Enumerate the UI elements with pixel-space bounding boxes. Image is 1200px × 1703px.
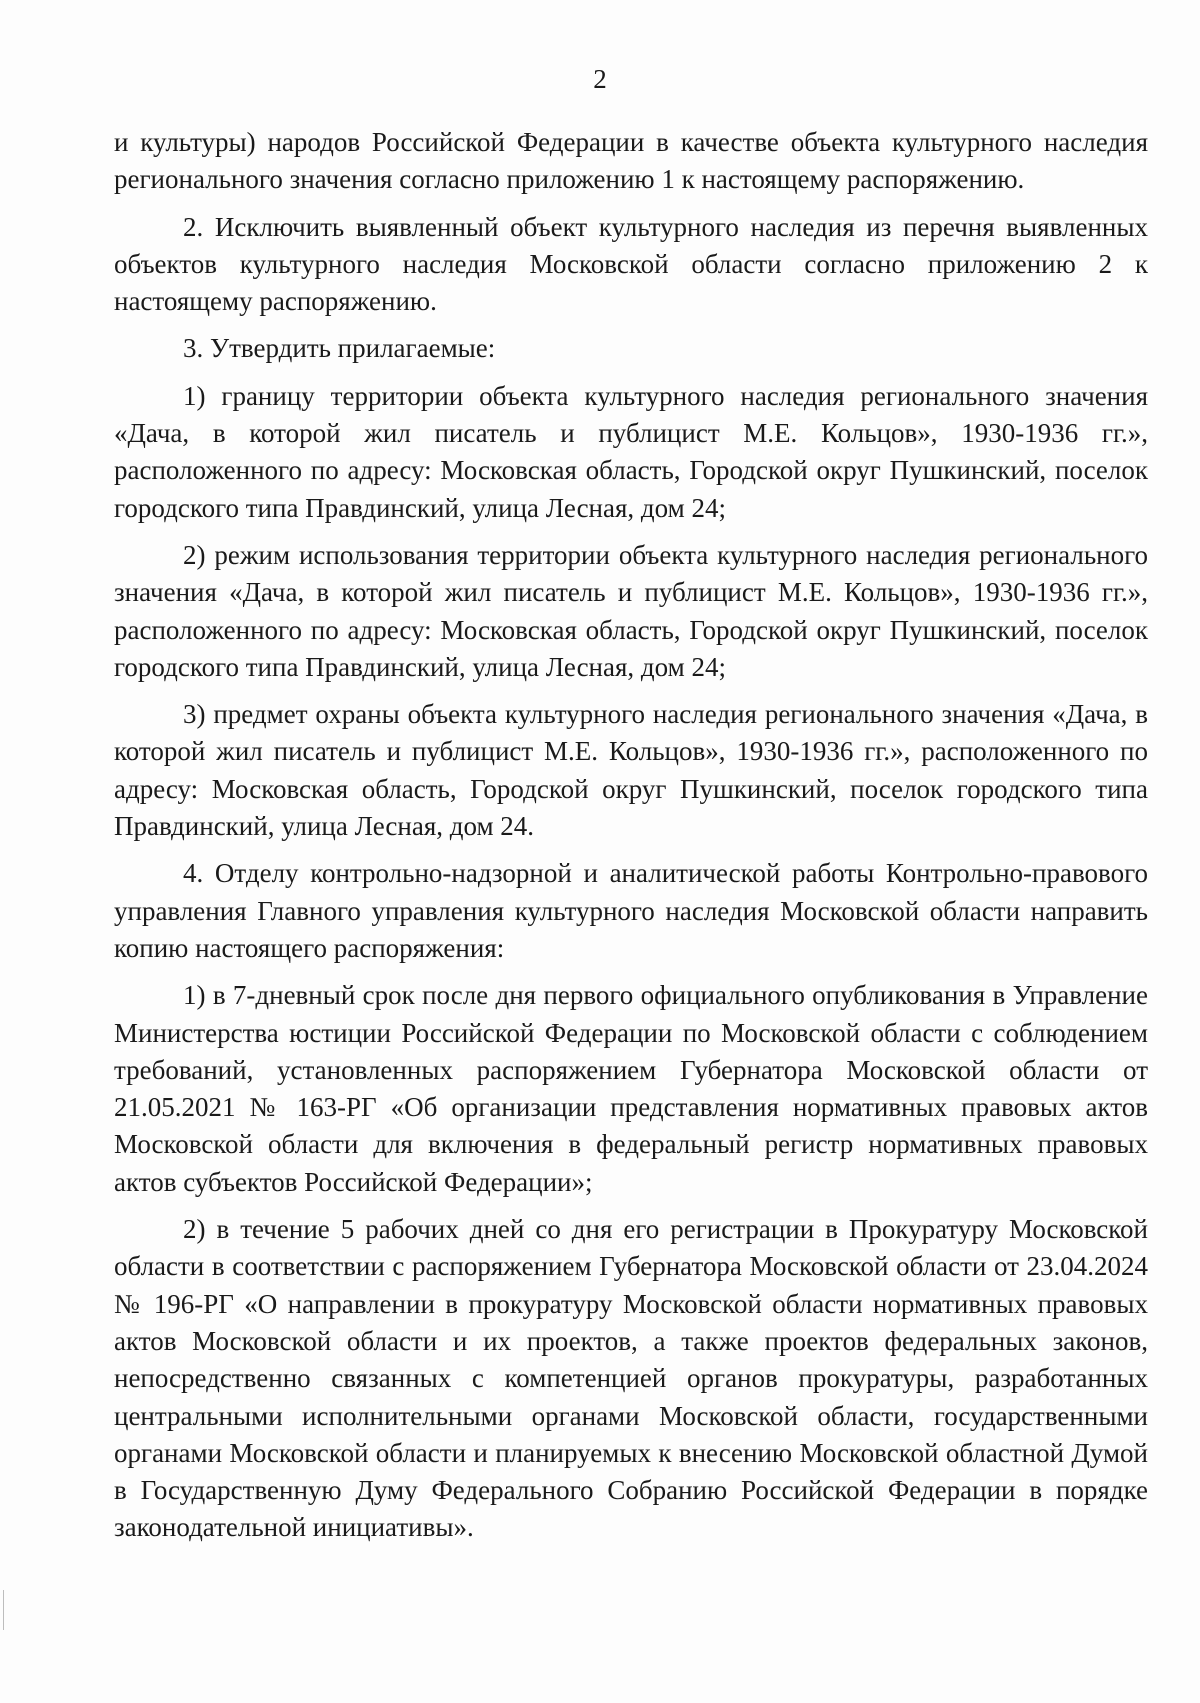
paragraph-item-3-3: 3) предмет охраны объекта культурного наследия регионального значения «Дача, в которой жил писатель и публицист М.Е. Кольцов», 1930-1936 гг.», расположенного по адресу: Московская область, Городской округ Пушкинский, поселок городского типа Правдинский, улица Лесная, дом 24. — [114, 699, 1148, 842]
scan-edge-mark — [3, 1590, 4, 1630]
paragraph-item-2: 2. Исключить выявленный объект культурного наследия из перечня выявленных объектов культурного наследия Московской области согласно приложению 2 к настоящему распоряжению. — [114, 211, 1148, 317]
paragraph-item-3-1: 1) границу территории объекта культурного наследия регионального значения «Дача, в которой жил писатель и публицист М.Е. Кольцов», 1930-1936 гг.», расположенного по адресу: Московская область, Городской округ Пушкинский, поселок городского типа Правдинский, улица Лесная, дом 24; — [114, 380, 1148, 523]
paragraph-item-3: 3. Утвердить прилагаемые: — [183, 333, 496, 364]
paragraph-continuation: и культуры) народов Российской Федерации в качестве объекта культурного наследия регионального значения согласно приложению 1 к настоящему распоряжению. — [114, 127, 1148, 195]
paragraph-item-4-1: 1) в 7-дневный срок после дня первого официального опубликования в Управление Министерства юстиции Российской Федерации по Московской области с соблюдением требований, установленных распоряжением Губернатора Московской области от 21.05.2021 № 163-РГ «Об организации представления нормативных правовых актов Московской области для включения в федеральный регистр нормативных правовых актов субъектов Российской Федерации»; — [114, 980, 1148, 1197]
page-number: 2 — [593, 64, 607, 94]
paragraph-item-3-2: 2) режим использования территории объекта культурного наследия регионального значения «Дача, в которой жил писатель и публицист М.Е. Кольцов», 1930-1936 гг.», расположенного по адресу: Московская область, Городской округ Пушкинский, поселок городского типа Правдинский, улица Лесная, дом 24; — [114, 539, 1148, 682]
paragraph-item-4-2: 2) в течение 5 рабочих дней со дня его регистрации в Прокуратуру Московской области в соответствии с распоряжением Губернатора Московской области от 23.04.2024 № 196-РГ «О направлении в прокуратуру Московской области нормативных правовых актов Московской области и их проектов, а также проектов федеральных законов, непосредственно связанных с компетенцией органов прокуратуры, разработанных центральными исполнительными органами Московской области, государственными органами Московской области и планируемых к внесению Московской областной Думой в Государственную Думу Федерального Собранию Российской Федерации в порядке законодательной инициативы». — [114, 1214, 1148, 1543]
paragraph-item-4: 4. Отделу контрольно-надзорной и аналитической работы Контрольно-правового управления Главного управления культурного наследия Московской области направить копию настоящего распоряжения: — [114, 858, 1148, 963]
document-body — [114, 124, 1148, 1547]
